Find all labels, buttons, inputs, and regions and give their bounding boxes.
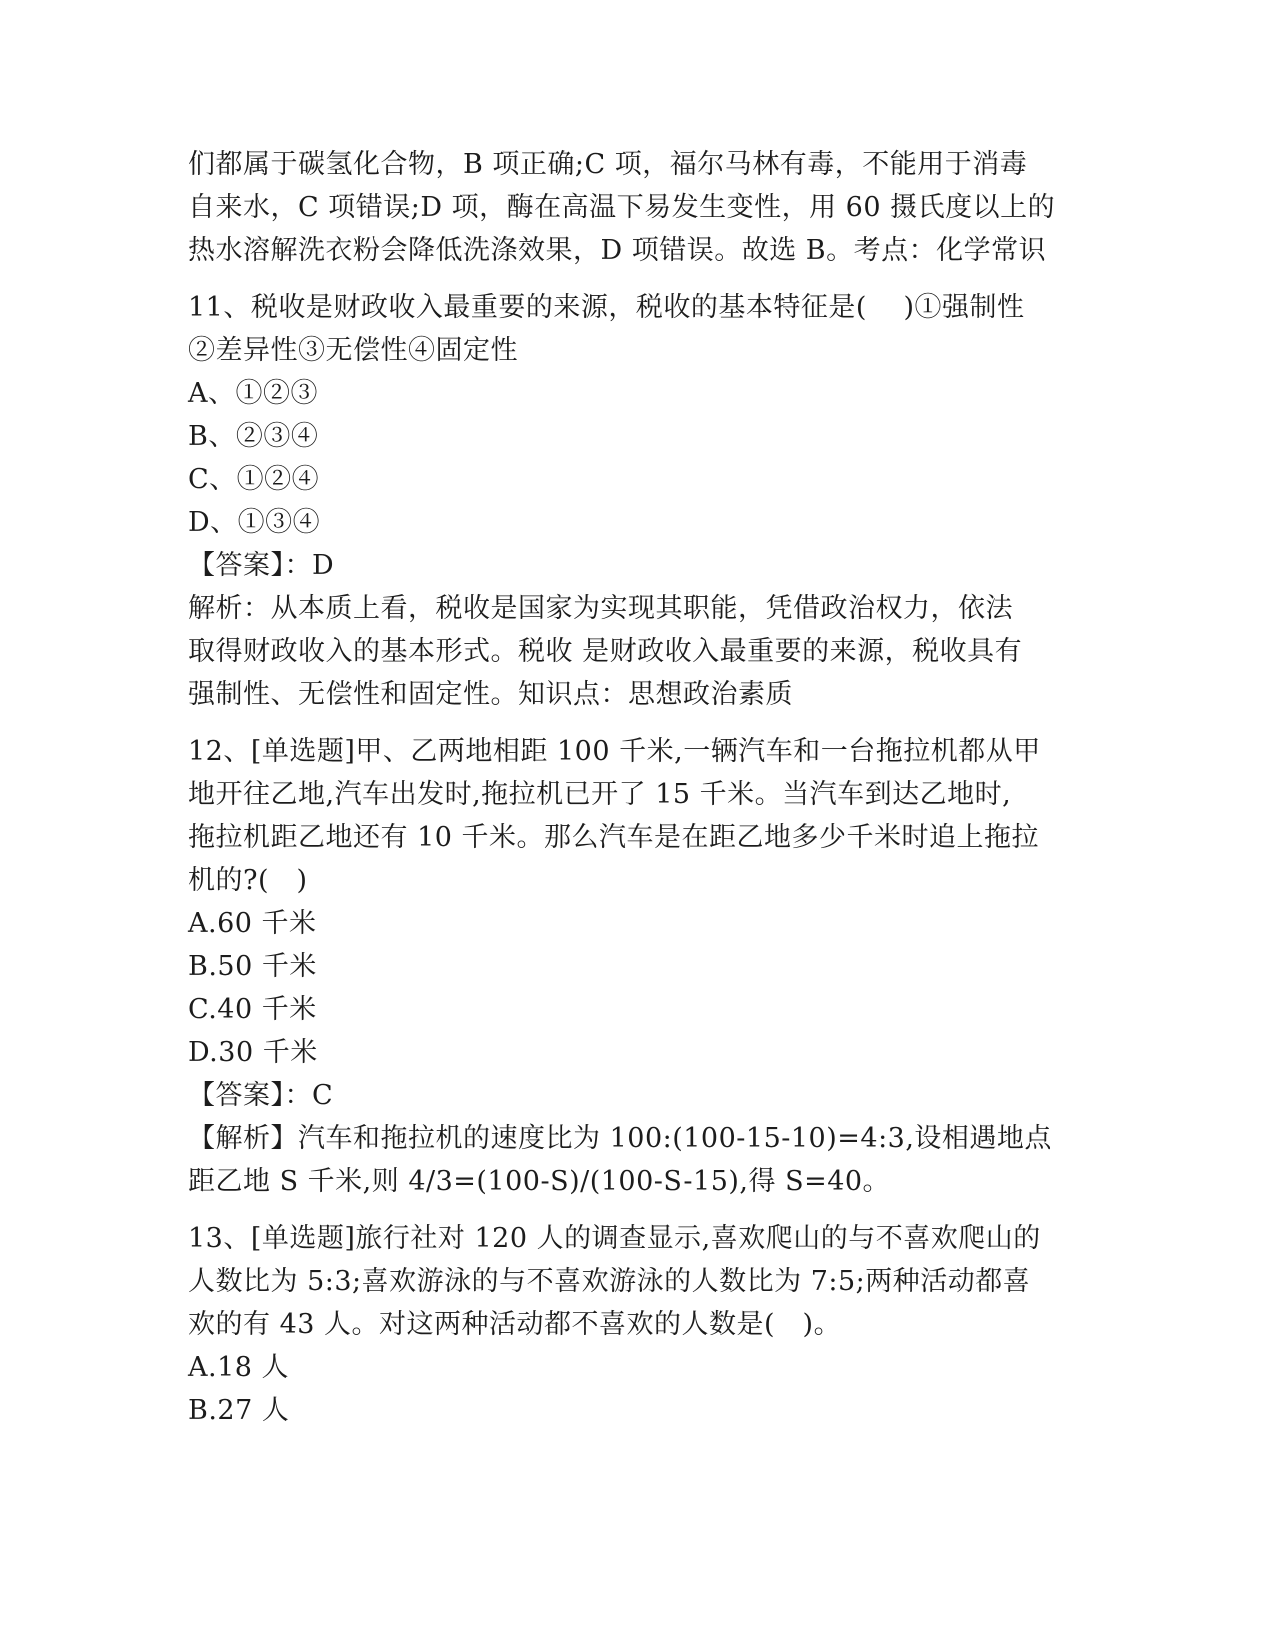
- text-line: 热水溶解洗衣粉会降低洗涤效果，D 项错误。故选 B。考点：化学常识: [188, 235, 1047, 266]
- question-stem: 机的?( ): [188, 865, 308, 896]
- option-b: B.50 千米: [188, 951, 317, 982]
- option-a: A.18 人: [188, 1352, 290, 1383]
- question-13: [188, 1217, 1088, 1432]
- answer-line: 【答案】：C: [188, 1080, 334, 1111]
- text-line: 自来水，C 项错误;D 项，酶在高温下易发生变性，用 60 摄氏度以上的: [188, 192, 1056, 223]
- option-c: C.40 千米: [188, 994, 317, 1025]
- option-a: A.60 千米: [188, 908, 317, 939]
- option-d: D、①③④: [188, 507, 321, 538]
- question-stem: 人数比为 5:3;喜欢游泳的与不喜欢游泳的人数比为 7:5;两种活动都喜: [188, 1266, 1031, 1297]
- question-stem: 12、[单选题]甲、乙两地相距 100 千米,一辆汽车和一台拖拉机都从甲: [188, 736, 1041, 767]
- question-12: [188, 730, 1088, 1203]
- analysis-line: 【解析】汽车和拖拉机的速度比为 100:(100-15-10)=4:3,设相遇地点: [188, 1123, 1052, 1154]
- question-11: [188, 286, 1088, 716]
- question-stem: 欢的有 43 人。对这两种活动都不喜欢的人数是( )。: [188, 1309, 842, 1340]
- option-d: D.30 千米: [188, 1037, 318, 1068]
- option-b: B、②③④: [188, 421, 319, 452]
- question-stem: 地开往乙地,汽车出发时,拖拉机已开了 15 千米。当汽车到达乙地时,: [188, 779, 1012, 810]
- question-stem: ②差异性③无偿性④固定性: [188, 335, 518, 366]
- option-b: B.27 人: [188, 1395, 290, 1426]
- analysis-line: 取得财政收入的基本形式。税收 是财政收入最重要的来源，税收具有: [188, 636, 1023, 667]
- analysis-line: 解析：从本质上看，税收是国家为实现其职能，凭借政治权力，依法: [188, 593, 1013, 624]
- question-stem: 13、[单选题]旅行社对 120 人的调查显示,喜欢爬山的与不喜欢爬山的: [188, 1223, 1041, 1254]
- question-stem: 拖拉机距乙地还有 10 千米。那么汽车是在距乙地多少千米时追上拖拉: [188, 822, 1040, 853]
- document-page: [188, 143, 1088, 1432]
- analysis-line: 距乙地 S 千米,则 4/3=(100-S)/(100-S-15),得 S=40。: [188, 1166, 891, 1197]
- option-c: C、①②④: [188, 464, 320, 495]
- intro-paragraph: [188, 143, 1088, 272]
- analysis-line: 强制性、无偿性和固定性。知识点：思想政治素质: [188, 679, 793, 710]
- text-line: 们都属于碳氢化合物，B 项正确;C 项，福尔马林有毒，不能用于消毒: [188, 149, 1028, 180]
- option-a: A、①②③: [188, 378, 318, 409]
- question-stem: 11、税收是财政收入最重要的来源，税收的基本特征是( )①强制性: [188, 292, 1025, 323]
- answer-line: 【答案】：D: [188, 550, 335, 581]
